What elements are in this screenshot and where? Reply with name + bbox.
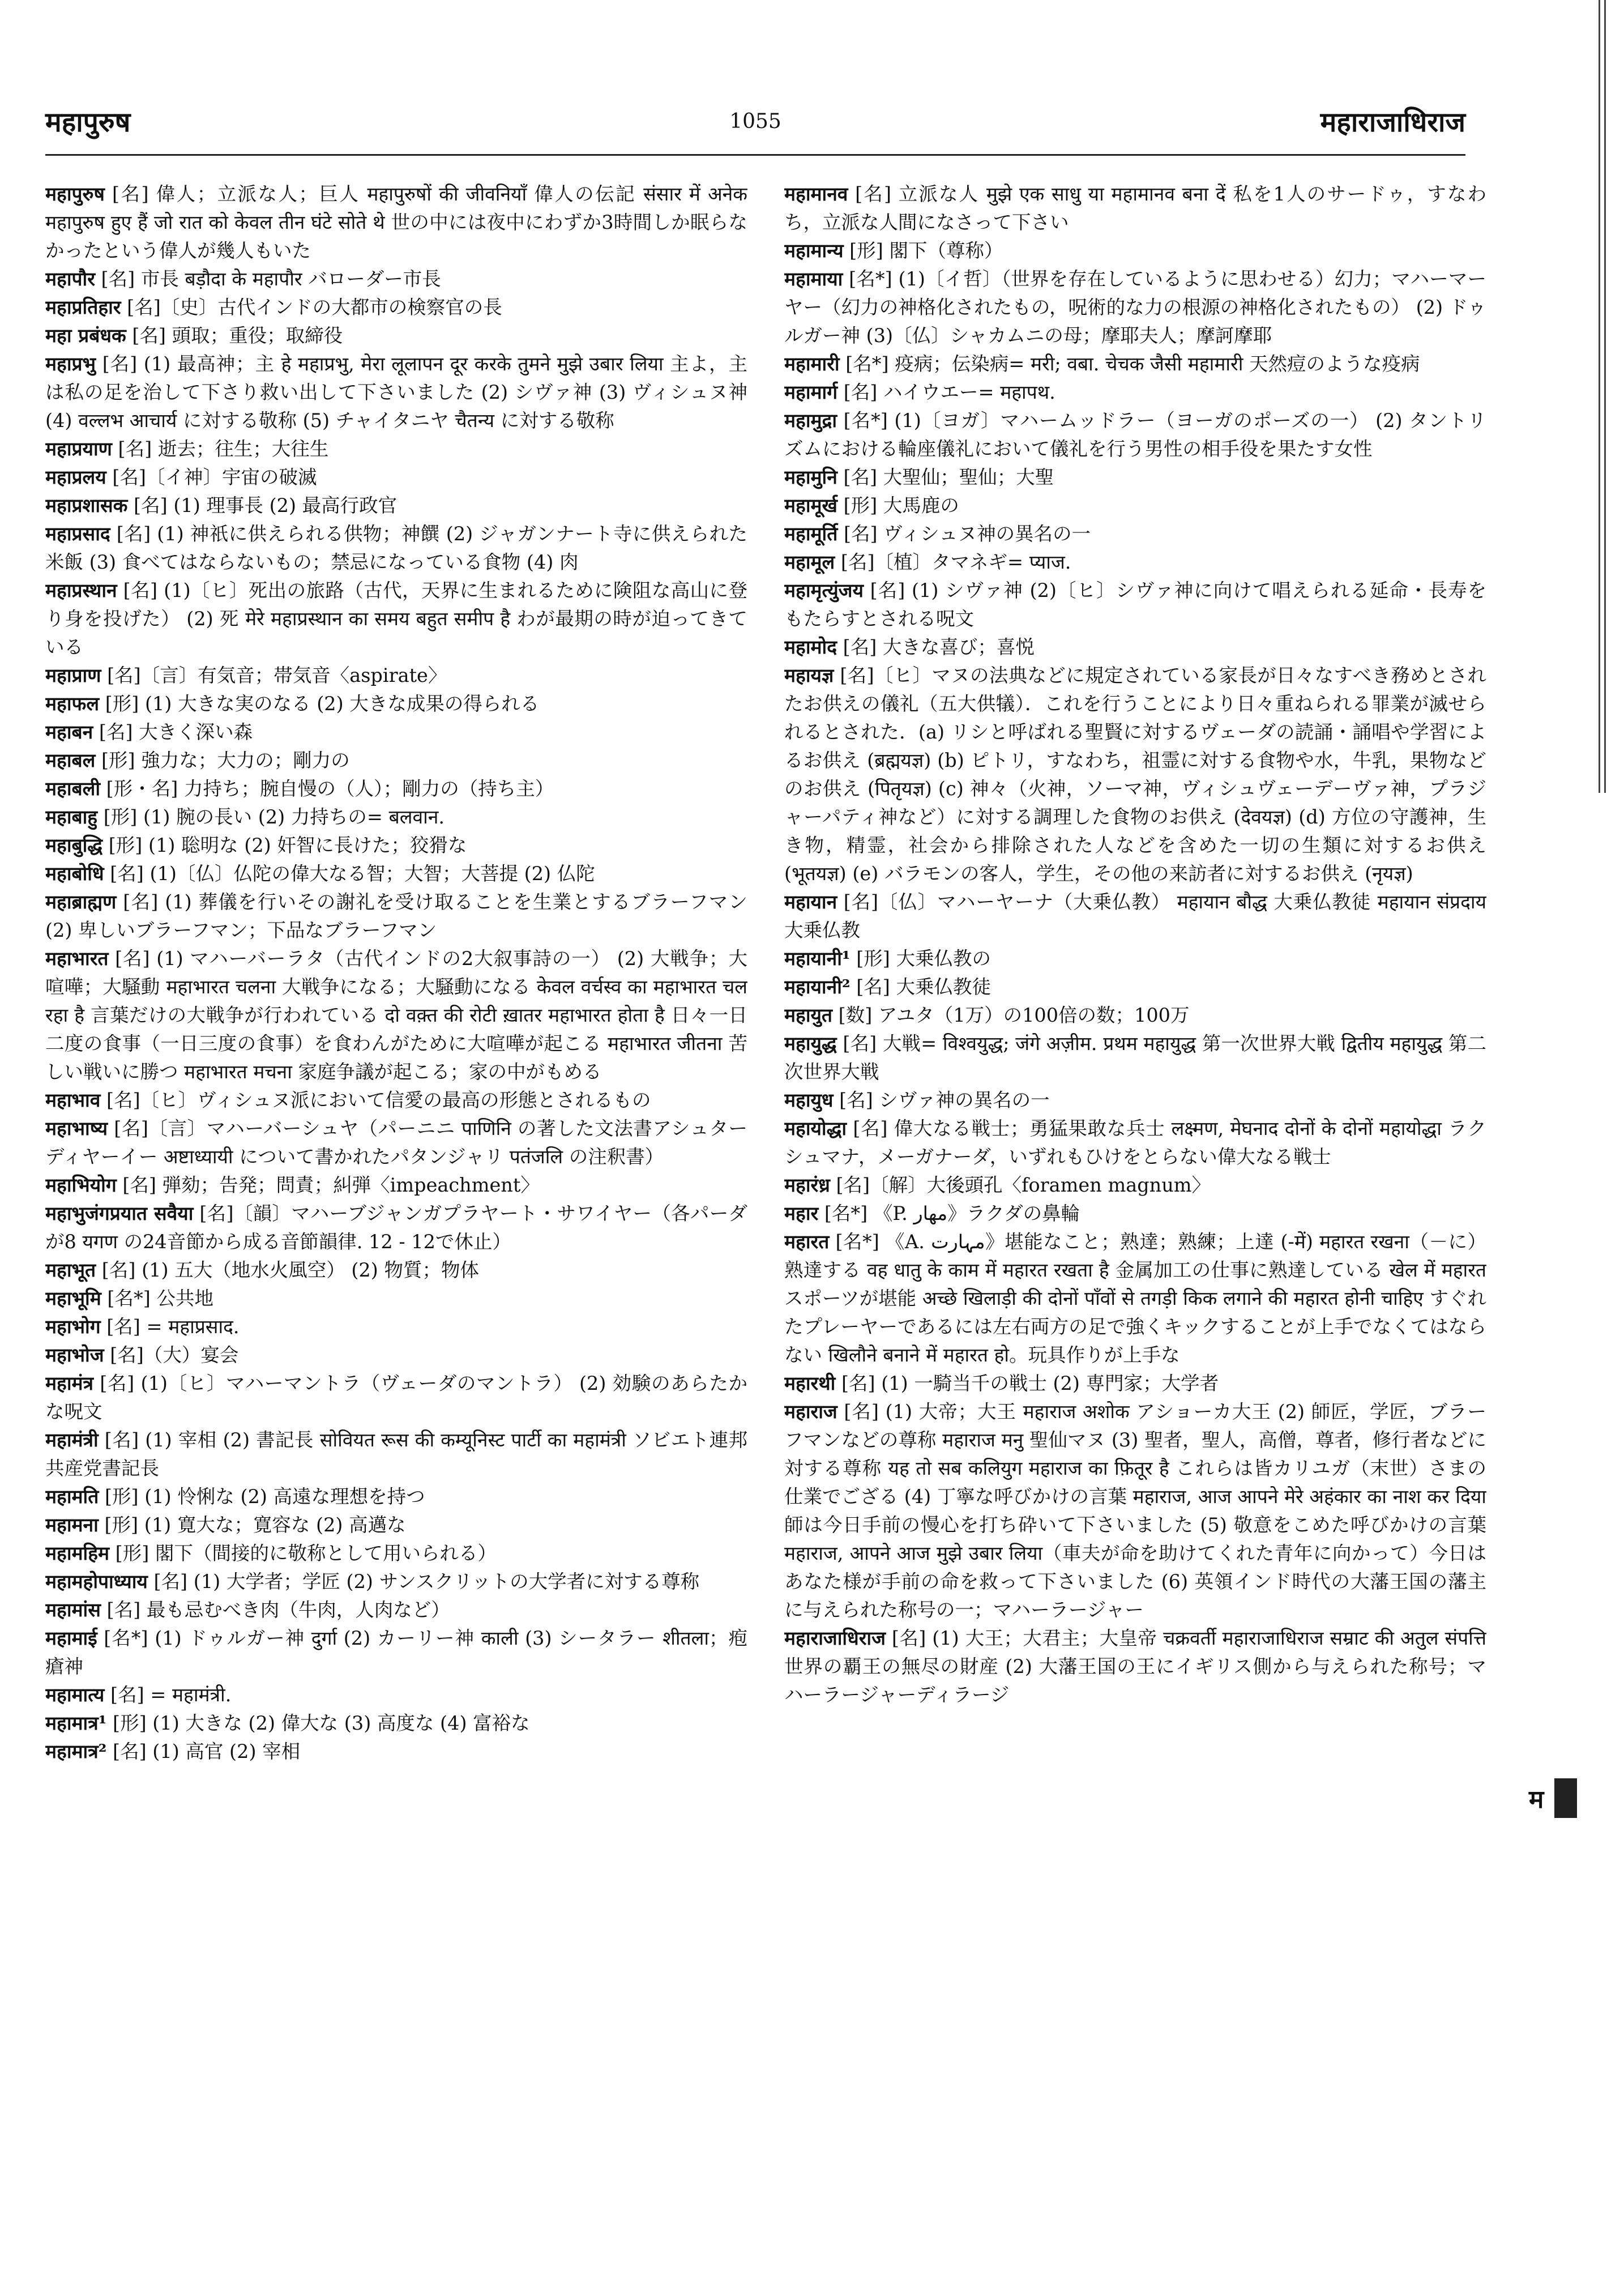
dictionary-entry xyxy=(45,350,747,435)
entry-headword: महाभारत xyxy=(45,947,109,970)
entry-headword: महारंध्र xyxy=(784,1174,830,1196)
entry-definition: [名]（大）宴会 xyxy=(104,1344,239,1366)
entry-definition: [名*] 公共地 xyxy=(101,1287,213,1309)
entry-headword: महाप्रतिहार xyxy=(45,296,121,318)
dictionary-entry xyxy=(784,1398,1486,1624)
entry-headword: महाभुजंगप्रयात सवैया xyxy=(45,1202,194,1224)
entry-headword: महामना xyxy=(45,1514,99,1536)
page-edge-line xyxy=(1599,0,1600,793)
dictionary-entry xyxy=(784,548,1486,577)
entry-headword: महाबुद्धि xyxy=(45,834,103,856)
entry-definition: [形] 大乗仏教の xyxy=(850,947,991,970)
entry-headword: महामूर्ति xyxy=(784,523,838,545)
dictionary-entry xyxy=(45,775,747,803)
entry-headword: महाबन xyxy=(45,721,93,743)
entry-headword: महाबली xyxy=(45,778,101,800)
dictionary-entry xyxy=(784,407,1486,463)
entry-headword: महाभोग xyxy=(45,1316,101,1338)
entry-definition: [名] 大乗仏教徒 xyxy=(850,976,991,998)
entry-definition: [名] 大聖仙；聖仙；大聖 xyxy=(837,466,1054,488)
entry-definition: [数] アユタ（1万）の100倍の数；100万 xyxy=(832,1004,1190,1026)
entry-definition: [形] (1) 聡明な (2) 奸智に長けた；狡猾な xyxy=(102,834,467,856)
entry-definition: [名] (1) 一騎当千の戦士 (2) 専門家；大学者 xyxy=(835,1372,1219,1394)
entry-definition: [名] (1) 最高神；主 हे महाप्रभु, मेरा लूलापन दूर करके तुमने मुझे उबार लिया 主よ，主は私の足を治して下さり救い出して下さいました (2) シヴァ神 (3) ヴィシュヌ神 (4) वल्लभ आचार्य に対する敬称 (5) チャイタニヤ चैतन्य に対する敬称 xyxy=(45,353,747,432)
dictionary-entry xyxy=(45,1483,747,1511)
entry-definition: [名] 偉人；立派な人；巨人 महापुरुषों की जीवनियाँ 偉人の伝記 संसार में अनेक महापुरुष हुए हैं जो रात को केवल तीन घंटे सोते थे 世の中には夜中にわずか3時間しか眠らなかったという偉人が幾人もいた xyxy=(45,183,747,262)
entry-headword: महामात्र¹ xyxy=(45,1712,107,1734)
entry-headword: महाब्राह्मण xyxy=(45,891,117,913)
entry-headword: महाप्रभु xyxy=(45,353,96,375)
dictionary-entry xyxy=(45,1681,747,1709)
dictionary-entry xyxy=(784,1030,1486,1086)
entry-headword: महाप्रस्थान xyxy=(45,579,117,601)
entry-headword: महामान्य xyxy=(784,240,844,262)
dictionary-entry xyxy=(784,1001,1486,1030)
dictionary-entry xyxy=(784,237,1486,265)
dictionary-entry xyxy=(45,1539,747,1568)
entry-headword: महाबोधि xyxy=(45,863,104,885)
entry-definition: [名]〔イ神〕宇宙の破滅 xyxy=(106,466,317,488)
dictionary-entry xyxy=(45,661,747,690)
entry-headword: महाबाहु xyxy=(45,806,98,828)
dictionary-entry xyxy=(45,492,747,520)
entry-definition: [名]〔解〕大後頭孔〈foramen magnum〉 xyxy=(830,1174,1211,1196)
entry-definition: [形] (1) 腕の長い (2) 力持ちの= बलवान. xyxy=(97,806,445,828)
entry-definition: [名] = महामंत्री. xyxy=(104,1684,232,1706)
header-rule xyxy=(45,154,1465,156)
entry-headword: महामांस xyxy=(45,1599,101,1621)
entry-definition: [名] (1) 理事長 (2) 最高行政官 xyxy=(127,494,398,517)
entry-definition: [名] (1) 葬儀を行いその謝礼を受け取ることを生業とするブラーフマン (2) 卑しいブラーフマン；下品なブラーフマン xyxy=(45,891,747,941)
entry-headword: महायोद्धा xyxy=(784,1117,847,1139)
entry-definition: [名]〔韻〕マハーブジャンガプラヤート・サワイヤー（各パーダが8 यगण の24音節から成る音節韻律. 12 - 12で休止） xyxy=(45,1202,747,1253)
dictionary-entry xyxy=(45,1200,747,1256)
dictionary-entry xyxy=(784,888,1486,945)
entry-headword: महाराजाधिराज xyxy=(784,1627,886,1649)
entry-headword: महामूल xyxy=(784,551,835,573)
page-edge-line xyxy=(1604,0,1606,793)
dictionary-entry xyxy=(784,492,1486,520)
entry-definition: [名*] 疫病；伝染病= मरी; वबा. चेचक जैसी महामारी 天然痘のような疫病 xyxy=(839,353,1420,375)
dictionary-entry xyxy=(45,690,747,718)
entry-definition: [名] (1) 大帝；大王 महाराज अशोक アショーカ大王 (2) 師匠，学匠，ブラーフマンなどの尊称 महाराज मनु 聖仙マヌ (3) 聖者，聖人，高僧，尊者，修行者などに対する尊称 यह तो सब कलियुग महाराज का फ़ितूर है これらは皆カリユガ（末世）さまの仕業でござる (4) 丁寧な呼びかけの言葉 महाराज, आज आपने मेरे अहंकार का नाश कर दिया 師は今日手前の慢心を打ち砕いて下さいました (5) 敬意をこめた呼びかけの言葉 महाराज, आपने आज मुझे उबार लिया（車夫が命を助けてくれた青年に向かって）今日はあなた様が手前の命を救って下さいました (6) 英領インド時代の大藩王国の藩主に与えられた称号の一；マハーラージャー xyxy=(784,1401,1486,1621)
entry-headword: महाभूत xyxy=(45,1259,96,1281)
entry-definition: [形] 閣下（間接的に敬称として用いられる） xyxy=(109,1542,497,1564)
dictionary-entry xyxy=(45,746,747,775)
entry-headword: महायानी² xyxy=(784,976,851,998)
dictionary-entry xyxy=(784,265,1486,350)
entry-definition: [名] (1) 五大（地水火風空） (2) 物質；物体 xyxy=(96,1259,479,1281)
entry-definition: [名] (1) 宰相 (2) 書記長 सोवियत रूस की कम्यूनिस्ट पार्टी का महामंत्री ソビエト連邦共産党書記長 xyxy=(45,1429,747,1479)
dictionary-entry xyxy=(45,293,747,322)
dictionary-entry xyxy=(45,1369,747,1426)
entry-headword: महाभाष्य xyxy=(45,1117,108,1139)
entry-definition: [名] 逝去；往生；大往生 xyxy=(112,438,329,460)
entry-definition: [名] ハイウエー= महापथ. xyxy=(837,381,1055,403)
entry-definition: [名*] 《A. مہارت》堪能なこと；熟達；熟練；上達 (-में) महारत रखना（－に）熟達する वह धातु के काम में महारत रखता है 金属加工の仕事に熟達している खेल में महारत スポーツが堪能 अच्छे खिलाड़ी की दोनों पाँवों से तगड़ी किक लगाने की महारत होनी चाहिए すぐれたプレーヤーであるには左右両方の足で強くキックすることが上手でなくてはならない खिलौने बनाने में महारत हो。玩具作りが上手な xyxy=(784,1231,1486,1366)
dictionary-entry xyxy=(45,1624,747,1681)
entry-headword: महामुनि xyxy=(784,466,837,488)
entry-definition: [名]〔植〕タマネギ= प्याज. xyxy=(835,551,1071,573)
dictionary-entry xyxy=(45,1738,747,1766)
entry-headword: महामति xyxy=(45,1486,99,1508)
entry-headword: महामात्र² xyxy=(45,1740,107,1762)
entry-definition: [名] 立派な人 मुझे एक साधु या महामानव बना दें 私を1人のサードゥ，すなわち，立派な人間になさって下さい xyxy=(784,183,1486,233)
entry-headword: महारथी xyxy=(784,1372,836,1394)
entry-headword: महायुत xyxy=(784,1004,833,1026)
entry-headword: महामंत्री xyxy=(45,1429,99,1451)
entry-headword: महार xyxy=(784,1202,819,1224)
dictionary-entry xyxy=(784,350,1486,378)
entry-headword: महारत xyxy=(784,1231,830,1253)
entry-headword: महाप्रयाण xyxy=(45,438,112,460)
dictionary-entry xyxy=(784,1115,1486,1171)
dictionary-entry xyxy=(45,888,747,945)
dictionary-entry xyxy=(45,860,747,888)
dictionary-entry xyxy=(45,831,747,860)
entry-definition: [名] (1) シヴァ神 (2)〔ヒ〕シヴァ神に向けて唱えられる延命・長寿をもたらすとされる呪文 xyxy=(784,579,1486,630)
entry-definition: [名*] (1)〔ヨガ〕マハームッドラー（ヨーガのポーズの一） (2) タントリズムにおける輪座儀礼において儀礼を行う男性の相手役を果たす女性 xyxy=(784,409,1486,460)
entry-headword: महामहिम xyxy=(45,1542,110,1564)
entry-definition: [形] (1) 大きな (2) 偉大な (3) 高度な (4) 富裕な xyxy=(106,1712,530,1734)
entry-definition: [名] (1)〔仏〕仏陀の偉大なる智；大智；大菩提 (2) 仏陀 xyxy=(104,863,595,885)
entry-definition: [名] 頭取；重役；取締役 xyxy=(126,325,343,347)
entry-definition: [形] 大馬鹿の xyxy=(837,494,959,517)
entry-definition: [名*] (1) ドゥルガー神 दुर्गा (2) カーリー神 काली (3) シータラー शीतला；疱瘡神 xyxy=(45,1627,747,1678)
dictionary-entry xyxy=(45,718,747,746)
entry-definition: [名] 大戦= विश्वयुद्ध; जंगे अज़ीम. प्रथम महायुद्ध 第一次世界大戦 द्वितीय महायुद्ध 第二次世界大戦 xyxy=(784,1032,1486,1083)
entry-definition: [名*] 《P. مهار》ラクダの鼻輪 xyxy=(818,1202,1080,1224)
entry-headword: महामानव xyxy=(784,183,848,205)
dictionary-entry xyxy=(45,803,747,831)
entry-headword: महामाई xyxy=(45,1627,97,1649)
entry-headword: महामाया xyxy=(784,268,843,290)
entry-headword: महाभाव xyxy=(45,1089,101,1111)
entry-headword: महायज्ञ xyxy=(784,664,834,686)
entry-headword: महाबल xyxy=(45,749,96,771)
entry-definition: [名]〔ヒ〕ヴィシュヌ派において信愛の最高の形態とされるもの xyxy=(100,1089,651,1111)
entry-definition: [形・名] 力持ち；腕自慢の（人）；剛力の（持ち主） xyxy=(100,778,554,800)
entry-definition: [名]〔言〕マハーバーシュヤ（パーニニ पाणिनि の著した文法書アシュターディヤーイー अष्टाध्यायी について書かれたパタンジャリ पतंजलि の注釈書） xyxy=(45,1117,747,1168)
entry-definition: [名] 大きな喜び；喜悦 xyxy=(837,636,1035,658)
left-column xyxy=(45,180,747,2276)
entry-definition: [名*] (1)〔イ哲〕（世界を存在しているように思わせる）幻力；マハーマーヤー（幻力の神格化されたもの，呪術的な力の根源の神格化されたもの） (2) ドゥルガー神 (3)〔仏〕シャカムニの母；摩耶夫人；摩訶摩耶 xyxy=(784,268,1486,347)
dictionary-entry xyxy=(45,1086,747,1115)
entry-definition: [名] (1) 大王；大君主；大皇帝 चक्रवर्ती महाराजाधिराज सम्राट की अतुल संपत्ति 世界の覇王の無尽の財産 (2) 大藩王国の王にイギリス側から与えられた称号；マハーラージャーディラージ xyxy=(784,1627,1486,1706)
entry-definition: [名]〔言〕有気音；帯気音〈aspirate〉 xyxy=(101,664,447,686)
entry-headword: महाराज xyxy=(784,1401,837,1423)
entry-headword: महापौर xyxy=(45,268,95,290)
dictionary-entry xyxy=(784,1200,1486,1228)
dictionary-entry xyxy=(784,1228,1486,1369)
entry-headword: महायान xyxy=(784,891,837,913)
entry-headword: महामार्ग xyxy=(784,381,838,403)
entry-headword: महाभियोग xyxy=(45,1174,117,1196)
dictionary-entry xyxy=(45,463,747,492)
entry-headword: महाप्रसाद xyxy=(45,523,110,545)
dictionary-entry xyxy=(784,577,1486,633)
entry-headword: महाप्राण xyxy=(45,664,101,686)
entry-definition: [名] (1) 高官 (2) 宰相 xyxy=(106,1740,301,1762)
dictionary-entry xyxy=(45,1596,747,1624)
entry-definition: [名] ヴィシュヌ神の異名の一 xyxy=(837,523,1091,545)
entry-definition: [名]〔仏〕マハーヤーナ（大乗仏教） महायान बौद्ध 大乗仏教徒 महायान संप्रदाय 大乗仏教 xyxy=(784,891,1486,941)
right-guide-word: महाराजाधिराज xyxy=(1320,106,1465,138)
entry-headword: महामूर्ख xyxy=(784,494,837,517)
dictionary-entry xyxy=(784,1624,1486,1709)
dictionary-entry xyxy=(784,463,1486,492)
entry-definition: [形] 強力な；大力の；剛力の xyxy=(95,749,350,771)
dictionary-entry xyxy=(45,520,747,577)
entry-headword: महायुद्ध xyxy=(784,1032,837,1055)
dictionary-entry xyxy=(45,1115,747,1171)
dictionary-entry xyxy=(45,435,747,463)
entry-headword: महामात्य xyxy=(45,1684,105,1706)
entry-definition: [名] = महाप्रसाद. xyxy=(100,1316,240,1338)
entry-headword: महाप्रलय xyxy=(45,466,106,488)
entry-definition: [形] (1) 怜悧な (2) 高遠な理想を持つ xyxy=(99,1486,425,1508)
entry-definition: [名] (1)〔ヒ〕マハーマントラ（ヴェーダのマントラ） (2) 効験のあらたかな呪文 xyxy=(45,1372,747,1423)
entry-headword: महापुरुष xyxy=(45,183,105,205)
entry-headword: महाभूमि xyxy=(45,1287,101,1309)
entry-definition: [名] 大きく深い森 xyxy=(93,721,253,743)
entry-headword: महामुद्रा xyxy=(784,409,837,432)
left-guide-word: महापुरुष xyxy=(45,106,131,138)
entry-definition: [名] 偉大なる戦士；勇猛果敢な兵士 लक्ष्मण, मेघनाद दोनों के दोनों महायोद्धा ラクシュマナ，メーガナーダ，いずれもひけをとらない偉大なる戦士 xyxy=(784,1117,1486,1168)
entry-definition: [名] (1)〔ヒ〕死出の旅路（古代，天界に生まれるために険阻な高山に登り身を投げた） (2) 死 मेरे महाप्रस्थान का समय बहुत समीप है わが最期の時が迫ってきている xyxy=(45,579,747,658)
dictionary-entry xyxy=(45,322,747,350)
thumb-index-letter: म xyxy=(1529,1785,1544,1814)
entry-headword: महामहोपाध्याय xyxy=(45,1570,148,1593)
entry-headword: महामोद xyxy=(784,636,837,658)
entry-definition: [名] (1) 大学者；学匠 (2) サンスクリットの大学者に対する尊称 xyxy=(147,1570,700,1593)
entry-headword: महाभोज xyxy=(45,1344,104,1366)
dictionary-entry xyxy=(45,1341,747,1369)
entry-definition: [形] (1) 寛大な；寛容な (2) 高邁な xyxy=(98,1514,406,1536)
entry-definition: [名] 最も忌むべき肉（牛肉，人肉など） xyxy=(100,1599,450,1621)
entry-headword: महाफल xyxy=(45,693,100,715)
dictionary-entry xyxy=(45,265,747,293)
entry-headword: महामंत्र xyxy=(45,1372,94,1394)
entry-headword: महामृत्युंजय xyxy=(784,579,864,601)
dictionary-entry xyxy=(45,577,747,661)
dictionary-entry xyxy=(45,180,747,265)
dictionary-entry xyxy=(784,661,1486,888)
dictionary-entry xyxy=(784,945,1486,973)
entry-headword: महामारी xyxy=(784,353,840,375)
dictionary-entry xyxy=(784,1171,1486,1200)
dictionary-entry xyxy=(784,1086,1486,1115)
entry-definition: [名] 弾劾；告発；問責；糾弾〈impeachment〉 xyxy=(116,1174,540,1196)
dictionary-entry xyxy=(45,1171,747,1200)
entry-headword: महायुध xyxy=(784,1089,834,1111)
entry-definition: [名] シヴァ神の異名の一 xyxy=(833,1089,1050,1111)
dictionary-entry xyxy=(45,1426,747,1483)
entry-definition: [形] (1) 大きな実のなる (2) 大きな成果の得られる xyxy=(99,693,540,715)
entry-headword: महा प्रबंधक xyxy=(45,325,126,347)
dictionary-entry xyxy=(45,1511,747,1539)
dictionary-entry xyxy=(45,1313,747,1341)
dictionary-entry xyxy=(784,180,1486,237)
dictionary-entry xyxy=(784,378,1486,407)
right-column xyxy=(784,180,1486,2276)
entry-definition: [名]〔ヒ〕マヌの法典などに規定されている家長が日々なすべき務めとされたお供えの儀礼（五大供犠）．これを行うことにより日々重ねられる罪業が滅せられるとされた．(a) リシと呼ばれる聖賢に対するヴェーダの読誦・誦唱や学習によるお供え (ब्रह्मयज्ञ) (b) ピトリ，すなわち，祖霊に対する食物や水，牛乳，果物などのお供え (पितृयज्ञ) (c) 神々（火神，ソーマ神，ヴィシュヴェーデーヴァ神，プラジャーパティ神など）に対する調理した食物のお供え (देवयज्ञ) (d) 方位の守護神，生き物，精霊，社会から排除された人などを含めた一切の生類に対するお供え (भूतयज्ञ) (e) バラモンの客人，学生，その他の来訪者に対するお供え (नृयज्ञ) xyxy=(784,664,1486,885)
entry-definition: [名] (1) マハーバーラタ（古代インドの2大叙事詩の一） (2) 大戦争；大喧嘩；大騒動 महाभारत चलना 大戦争になる；大騒動になる केवल वर्चस्व का महाभारत चल रहा है 言葉だけの大戦争が行われている दो वक़्त की रोटी ख़ातर महाभारत होता है 日々一日二度の食事（一日三度の食事）を食わんがために大喧嘩が起こる महाभारत जीतना 苦しい戦いに勝つ महाभारत मचना 家庭争議が起こる；家の中がもめる xyxy=(45,947,747,1083)
dictionary-entry xyxy=(45,1568,747,1596)
entry-headword: महायानी¹ xyxy=(784,947,851,970)
page-number: 1055 xyxy=(729,110,781,133)
dictionary-entry xyxy=(45,1256,747,1284)
entry-definition: [名]〔史〕古代インドの大都市の検察官の長 xyxy=(121,296,502,318)
dictionary-entry xyxy=(784,520,1486,548)
dictionary-entry xyxy=(45,945,747,1086)
dictionary-entry xyxy=(784,633,1486,661)
page-header xyxy=(45,103,1465,160)
thumb-index-tab xyxy=(1554,1778,1577,1818)
dictionary-entry xyxy=(784,1369,1486,1398)
dictionary-entry xyxy=(45,1709,747,1738)
entry-headword: महाप्रशासक xyxy=(45,494,128,517)
entry-definition: [形] 閣下（尊称） xyxy=(843,240,1003,262)
dictionary-entry xyxy=(45,1284,747,1313)
dictionary-entry xyxy=(784,973,1486,1001)
entry-definition: [名] (1) 神祇に供えられる供物；神饌 (2) ジャガンナート寺に供えられた米飯 (3) 食べてはならないもの；禁忌になっている食物 (4) 肉 xyxy=(45,523,747,573)
entry-definition: [名] 市長 बड़ौदा के महापौर バローダー市長 xyxy=(95,268,441,290)
